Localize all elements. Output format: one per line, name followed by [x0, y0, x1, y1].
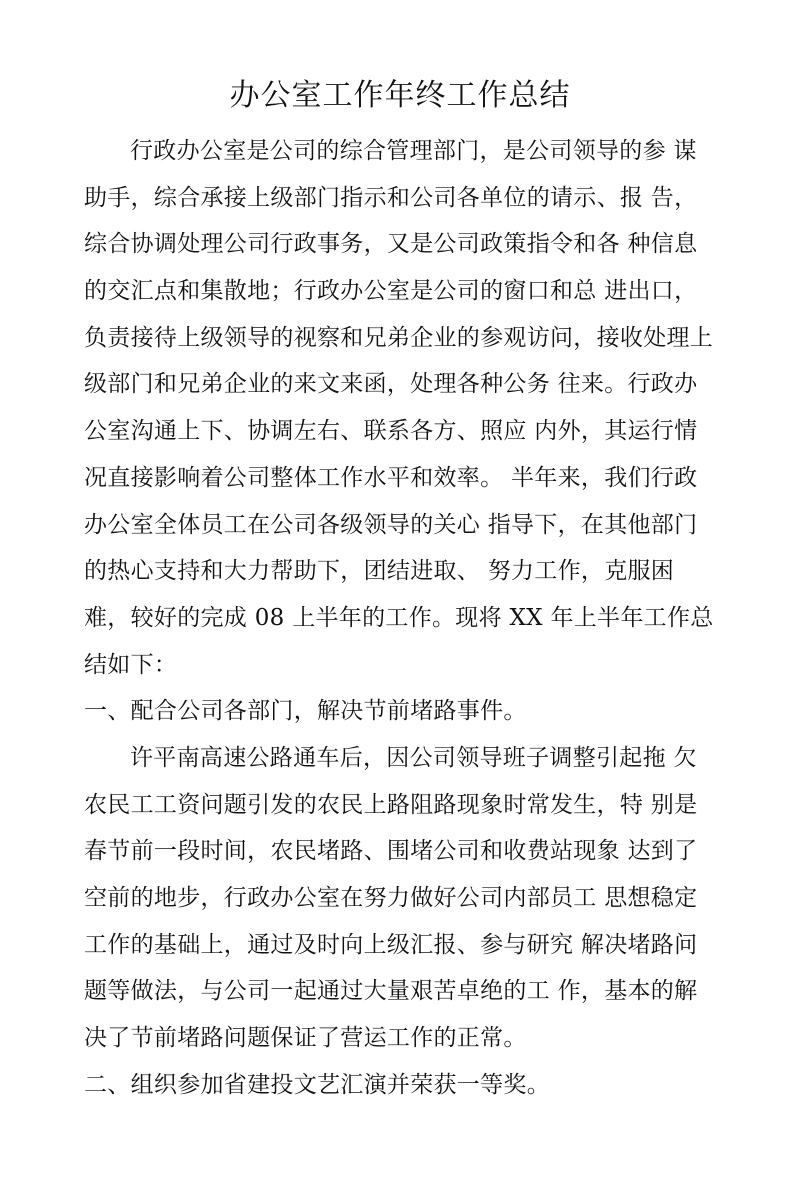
document-title: 办公室工作年终工作总结	[229, 78, 571, 113]
section-heading: 二、组织参加省建投文艺汇演并荣获一等奖。	[84, 1071, 550, 1098]
paragraph-line: 题等做法，与公司一起通过大量艰苦卓绝的工 作，基本的解	[84, 978, 698, 1005]
paragraph-line: 助手，综合承接上级部门指示和公司各单位的请示、报 告，	[84, 184, 698, 211]
paragraph-line: 结如下：	[84, 651, 178, 678]
paragraph-line: 农民工工资问题引发的农民上路阻路现象时常发生，特 别是	[84, 791, 698, 818]
paragraph-line: 工作的基础上，通过及时向上级汇报、参与研究 解决堵路问	[84, 931, 698, 958]
paragraph-line: 负责接待上级领导的视察和兄弟企业的参观访问，接收处理上	[84, 324, 714, 351]
document-body	[84, 128, 716, 1108]
paragraph-line: 办公室全体员工在公司各级领导的关心 指导下，在其他部门	[84, 511, 698, 538]
paragraph-line: 公室沟通上下、协调左右、联系各方、照应 内外，其运行情	[84, 418, 698, 445]
paragraph-line: 的交汇点和集散地；行政办公室是公司的窗口和总 进出口，	[84, 278, 698, 305]
paragraph-line: 的热心支持和大力帮助下，团结进取、 努力工作，克服困	[84, 558, 675, 585]
paragraph-line: 况直接影响着公司整体工作水平和效率。 半年来，我们行政	[84, 464, 698, 491]
paragraph-line: 决了节前堵路问题保证了营运工作的正常。	[84, 1025, 527, 1052]
paragraph-line: 级部门和兄弟企业的来文来函，处理各种公务 往来。行政办	[84, 371, 698, 398]
paragraph-line: 空前的地步，行政办公室在努力做好公司内部员工 思想稳定	[84, 885, 698, 911]
paragraph-line: 春节前一段时间，农民堵路、围堵公司和收费站现象 达到了	[84, 838, 698, 865]
paragraph-line: 许平南高速公路通车后，因公司领导班子调整引起拖 欠	[130, 744, 697, 771]
paragraph-line: 综合协调处理公司行政事务，又是公司政策指令和各 种信息	[84, 231, 698, 258]
paragraph-line: 行政办公室是公司的综合管理部门，是公司领导的参 谋	[130, 138, 697, 164]
paragraph-line: 难，较好的完成 08 上半年的工作。现将 XX 年上半年工作总	[84, 604, 714, 631]
section-heading: 一、配合公司各部门，解决节前堵路事件。	[84, 698, 527, 725]
